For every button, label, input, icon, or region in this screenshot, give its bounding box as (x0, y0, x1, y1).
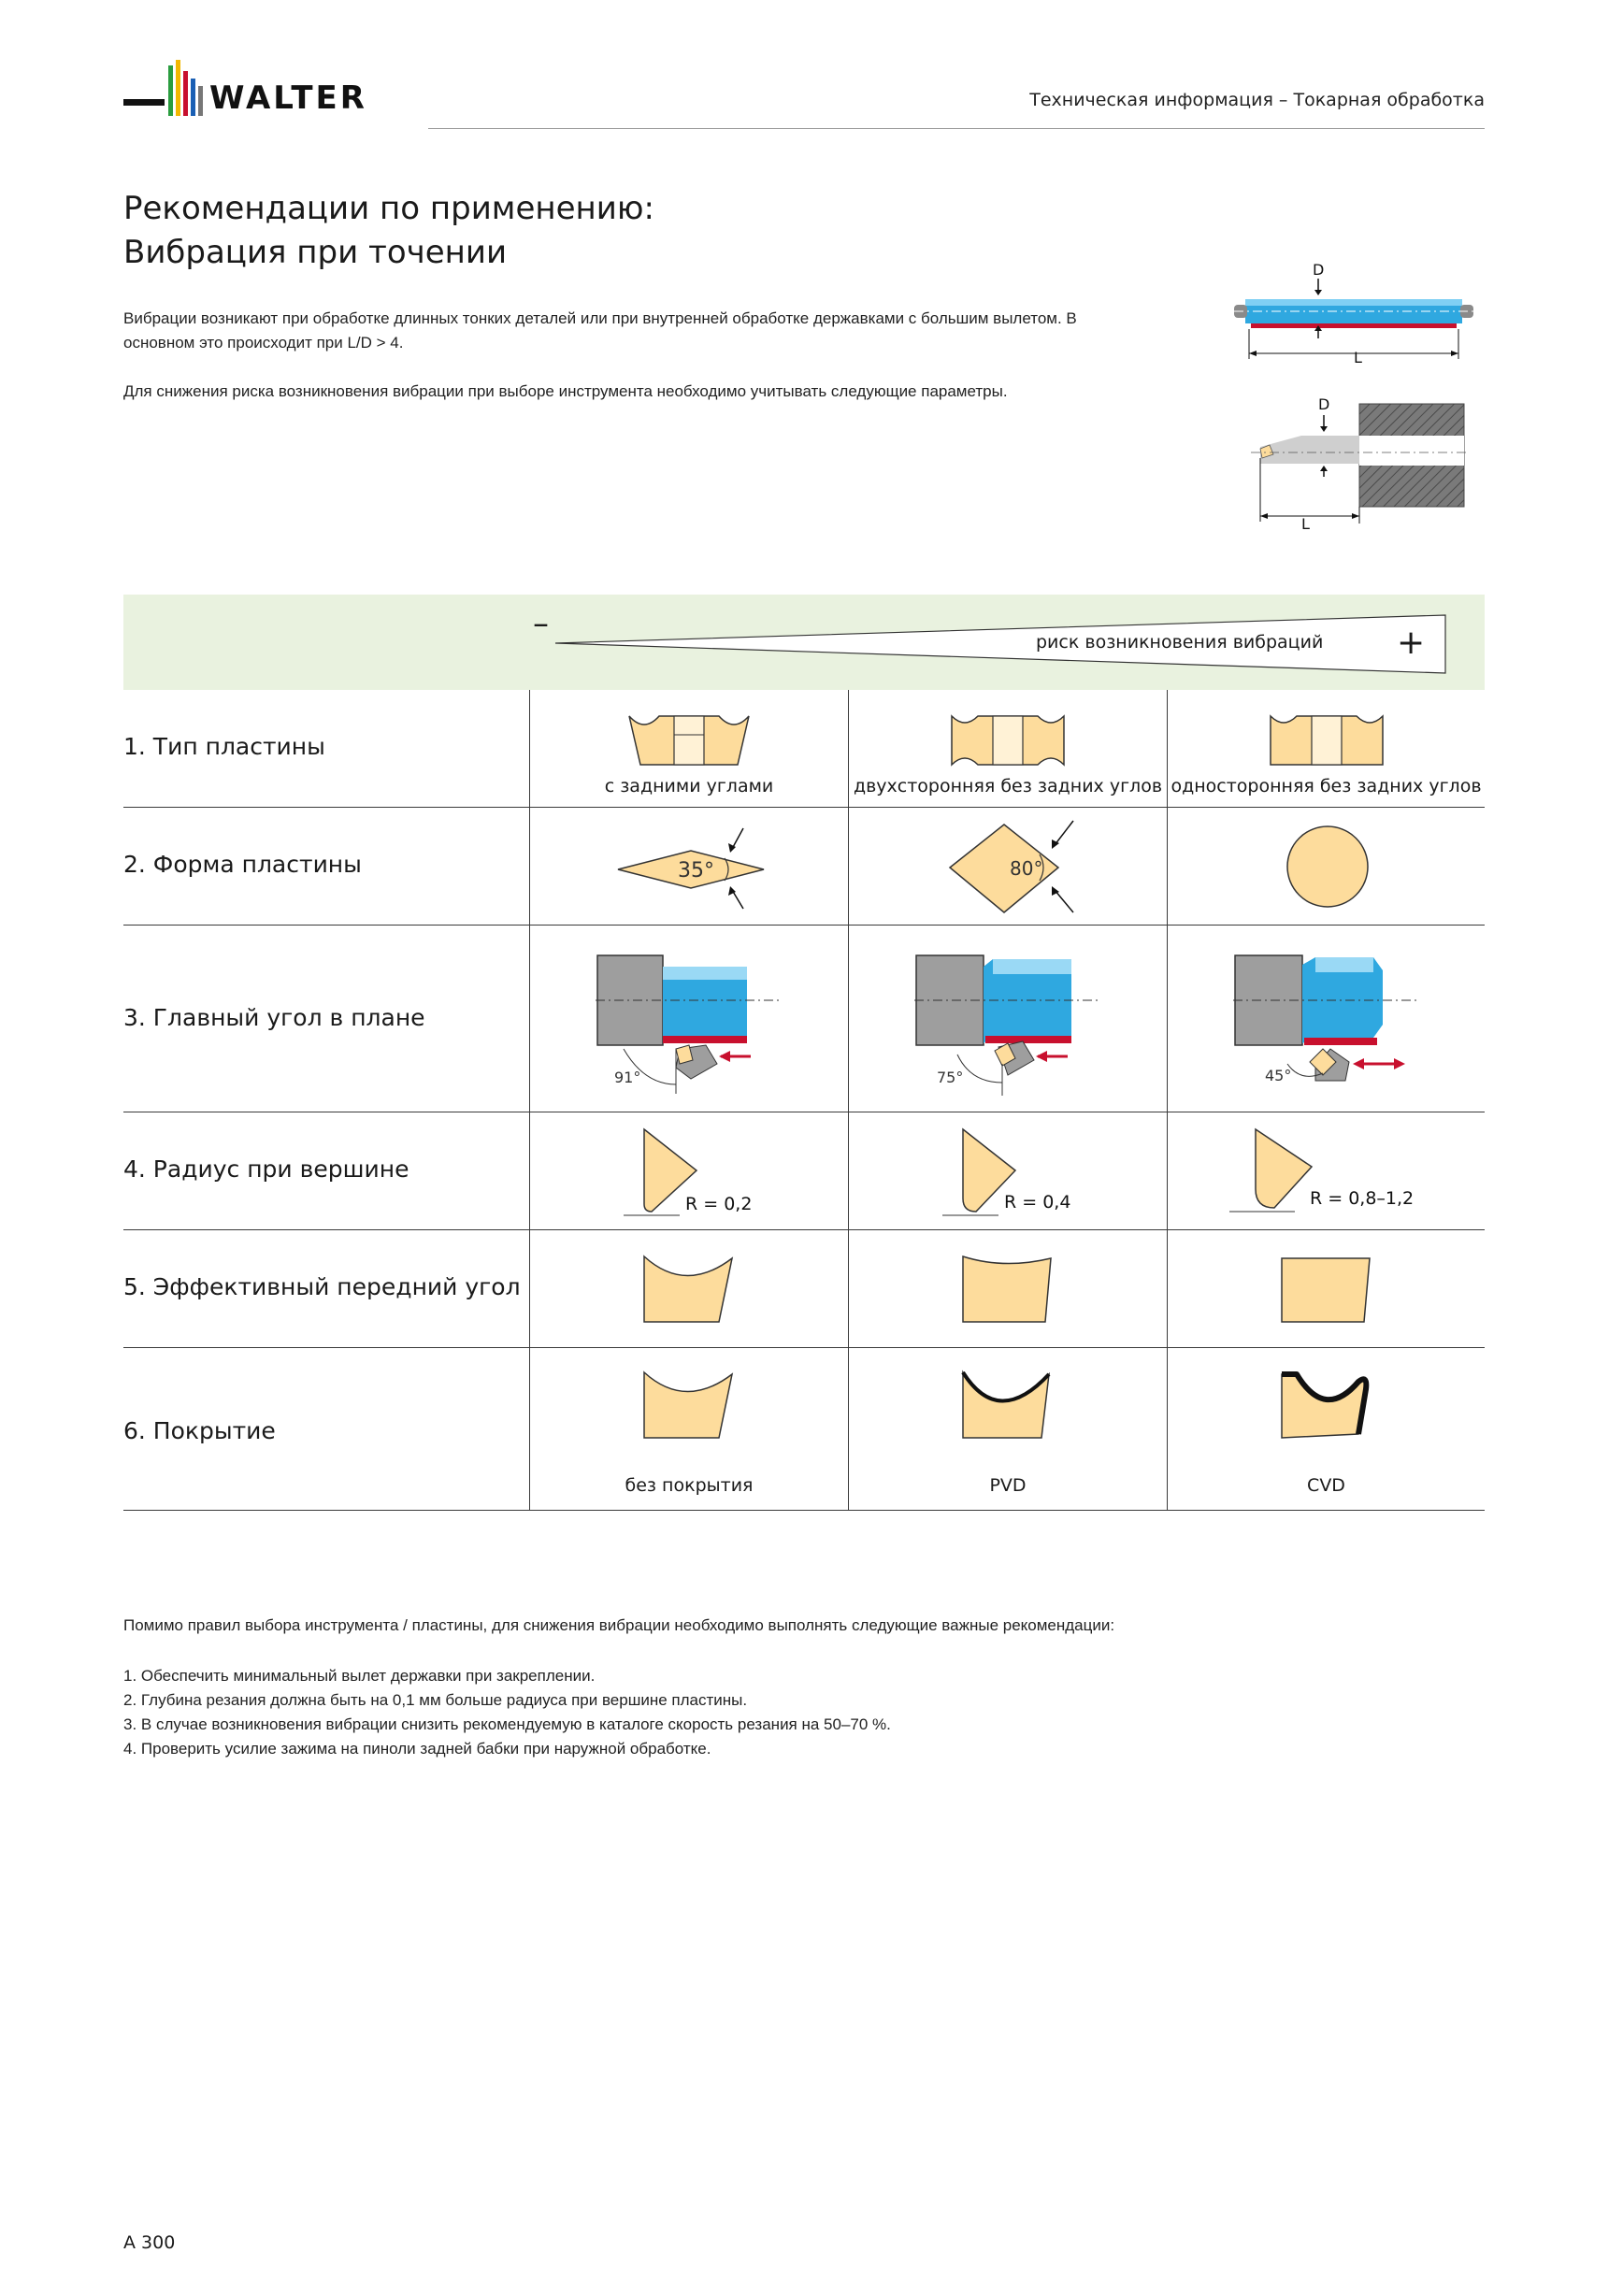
radius-label: R = 0,8–1,2 (1310, 1188, 1415, 1209)
diagram-l-label: L (1354, 349, 1362, 366)
cell-caption: двухсторонняя без задних углов (853, 776, 1163, 796)
angle-label: 80° (1010, 857, 1043, 880)
cell-entering-45 (1167, 926, 1485, 1112)
row-label: 3. Главный угол в плане (123, 1004, 425, 1031)
entering-angle-45-diagram (1233, 944, 1439, 1103)
cell-caption: без покрытия (625, 1475, 754, 1496)
table-row-insert-type (123, 690, 1485, 808)
angle-label: 91° (614, 1069, 641, 1086)
radius-label: R = 0,4 (1004, 1192, 1071, 1213)
cell-coating-none (529, 1348, 848, 1510)
insert-positive-icon (625, 709, 753, 768)
cvd-insert-icon (1280, 1369, 1373, 1443)
row-label: 6. Покрытие (123, 1417, 276, 1444)
cell-entering-75 (848, 926, 1167, 1112)
table-row-insert-shape (123, 808, 1485, 926)
cell-radius-02 (529, 1112, 848, 1229)
row-label: 5. Эффективный передний угол (123, 1273, 521, 1300)
list-item: 2. Глубина резания должна быть на 0,1 мм больше радиуса при вершине пластины. (123, 1691, 748, 1709)
table-row-rake-angle (123, 1230, 1485, 1348)
rhombic-35-insert-icon (612, 823, 769, 912)
pvd-insert-icon (961, 1369, 1055, 1443)
cell-shape-35 (529, 808, 848, 925)
page-title-line2: Вибрация при точении (123, 234, 508, 271)
diagram-l-label-2: L (1301, 515, 1310, 533)
corner-radius-large-diagram (1229, 1122, 1435, 1221)
rake-positive-insert-icon (642, 1253, 736, 1327)
cell-insert-single-sided (1167, 690, 1485, 807)
insert-double-sided-icon (944, 709, 1071, 768)
diagram-d-label: D (1313, 261, 1325, 279)
header-divider (428, 128, 1485, 129)
angle-label: 35° (678, 859, 714, 883)
parameters-table (123, 690, 1485, 1511)
cell-shape-80 (848, 808, 1167, 925)
entering-angle-91-diagram (596, 944, 801, 1103)
logo-text: WALTER (209, 79, 367, 117)
uncoated-insert-icon (642, 1369, 736, 1443)
list-item: 4. Проверить усилие зажима на пиноли задней бабки при наружной обработке. (123, 1740, 711, 1758)
list-item: 3. В случае возникновения вибрации снизить рекомендуемую в каталоге скорость резания на 50–70 %. (123, 1715, 891, 1733)
row-label: 4. Радиус при вершине (123, 1155, 409, 1183)
cell-radius-08-12 (1167, 1112, 1485, 1229)
cell-coating-cvd (1167, 1348, 1485, 1510)
corner-radius-medium-diagram (942, 1122, 1083, 1221)
row-label: 1. Тип пластины (123, 733, 325, 760)
cell-rake-neutral (848, 1230, 1167, 1347)
cell-coating-pvd (848, 1348, 1167, 1510)
rhombic-80-insert-icon (942, 813, 1083, 920)
table-row-entering-angle (123, 926, 1485, 1112)
cell-shape-round (1167, 808, 1485, 925)
intro-text (123, 307, 1133, 428)
cell-caption: односторонняя без задних углов (1171, 776, 1482, 796)
cell-caption: PVD (989, 1475, 1027, 1496)
recommendations-list (123, 1664, 1451, 1761)
page-title (123, 187, 654, 275)
cell-caption: с задними углами (604, 776, 774, 796)
round-insert-icon (1284, 823, 1372, 911)
insert-single-sided-icon (1263, 709, 1390, 768)
recommendations (123, 1614, 1451, 1761)
cell-insert-with-clearance (529, 690, 848, 807)
row-label: 2. Форма пластины (123, 851, 362, 878)
cell-rake-positive (529, 1230, 848, 1347)
internal-turning-diagram (1232, 393, 1485, 540)
cell-radius-04 (848, 1112, 1167, 1229)
vibration-risk-band (123, 595, 1485, 690)
radius-label: R = 0,2 (685, 1194, 753, 1214)
angle-label: 45° (1265, 1067, 1292, 1084)
recommendations-lead: Помимо правил выбора инструмента / пластины, для снижения вибрации необходимо выполнять следующие важные рекомендации: (123, 1616, 1115, 1634)
rake-negative-insert-icon (1280, 1253, 1373, 1327)
cell-rake-negative (1167, 1230, 1485, 1347)
risk-label: риск возникновения вибраций (1036, 632, 1324, 653)
table-row-coating (123, 1348, 1485, 1511)
page-title-line1: Рекомендации по применению: (123, 190, 654, 227)
rake-neutral-insert-icon (961, 1253, 1055, 1327)
list-item: 1. Обеспечить минимальный вылет державки при закреплении. (123, 1667, 596, 1685)
walter-logo (123, 58, 400, 125)
table-row-corner-radius (123, 1112, 1485, 1230)
intro-paragraph-2: Для снижения риска возникновения вибрации при выборе инструмента необходимо учитывать следующие параметры. (123, 382, 1008, 400)
diagram-d-label-2: D (1318, 395, 1330, 413)
risk-plus-sign: + (1397, 624, 1426, 662)
cell-entering-91 (529, 926, 848, 1112)
cell-caption: CVD (1307, 1475, 1345, 1496)
angle-label: 75° (937, 1069, 964, 1086)
intro-paragraph-1: Вибрации возникают при обработке длинных тонких деталей или при внутренней обработке державками с большим вылетом. В основном это происходит при L/D > 4. (123, 309, 1077, 352)
entering-angle-75-diagram (914, 944, 1120, 1103)
external-turning-diagram (1232, 260, 1485, 368)
risk-minus-sign: – (533, 605, 549, 642)
corner-radius-small-diagram (624, 1122, 764, 1221)
cell-insert-double-sided (848, 690, 1167, 807)
page-number: A 300 (123, 2232, 176, 2253)
header-title: Техническая информация – Токарная обработка (1029, 90, 1485, 110)
